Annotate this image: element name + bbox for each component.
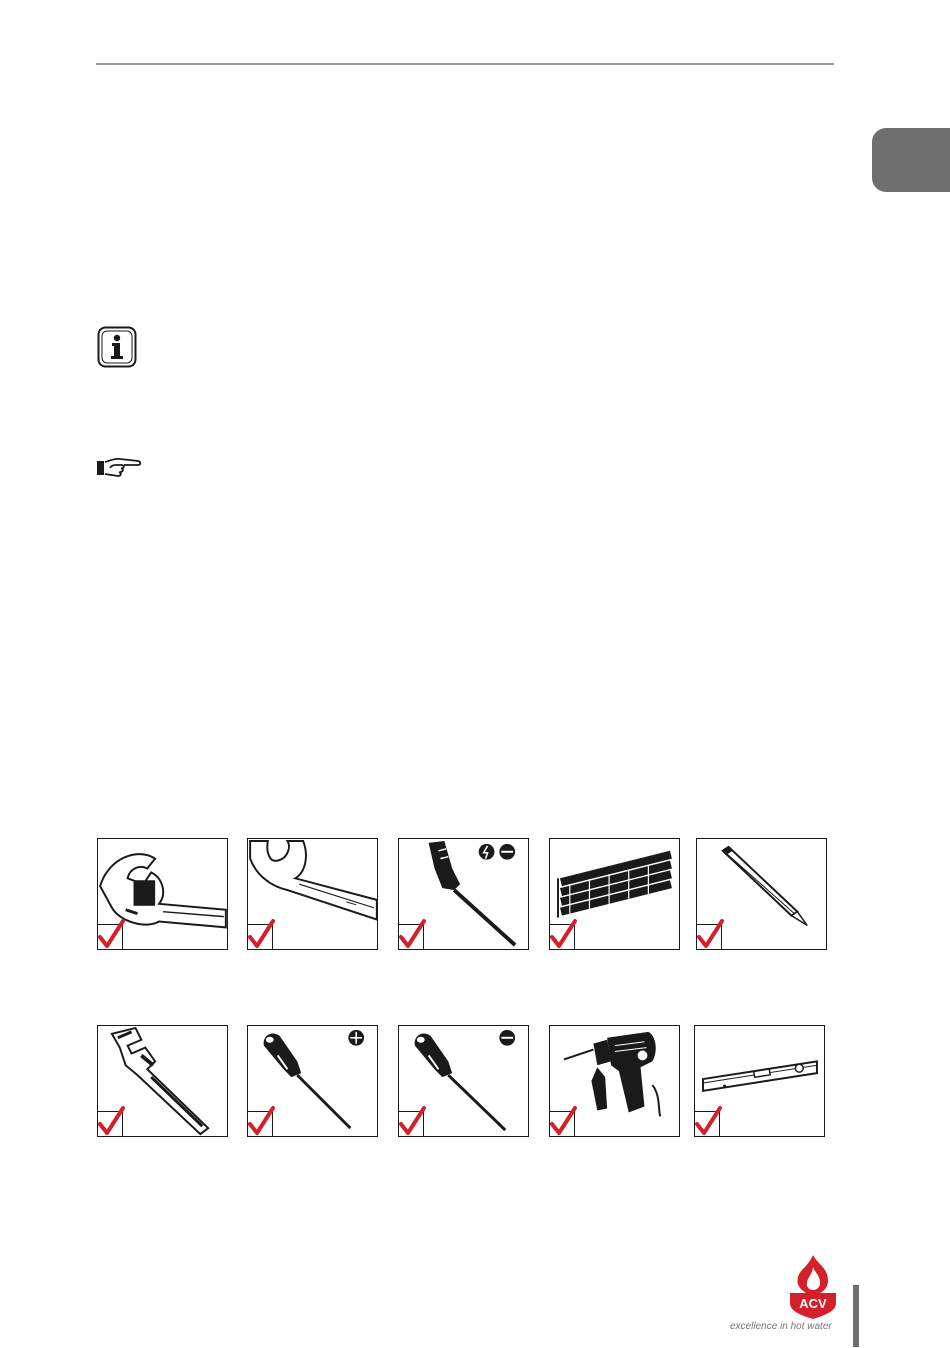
check-box — [549, 1111, 575, 1137]
info-icon — [97, 326, 137, 368]
check-box — [398, 924, 424, 950]
check-box — [696, 924, 722, 950]
check-box — [97, 924, 123, 950]
check-box — [97, 1111, 123, 1137]
acv-logo-icon — [786, 1255, 840, 1321]
tool-phillips-screwdriver — [247, 1025, 378, 1137]
language-tab[interactable] — [872, 128, 950, 192]
tool-open-end-wrench — [247, 838, 378, 950]
logo-text: ACV — [799, 1296, 827, 1311]
tool-folding-ruler — [549, 838, 680, 950]
logo-tagline: excellence in hot water — [730, 1321, 832, 1332]
check-box — [549, 924, 575, 950]
tool-power-drill — [549, 1025, 680, 1137]
tool-voltage-tester-screwdriver — [398, 838, 529, 950]
tool-pipe-wrench — [97, 1025, 228, 1137]
header-rule — [96, 63, 834, 65]
tool-spirit-level — [694, 1025, 825, 1137]
check-box — [694, 1111, 720, 1137]
tool-adjustable-wrench — [97, 838, 228, 950]
tool-pencil — [696, 838, 827, 950]
tool-flat-screwdriver — [398, 1025, 529, 1137]
check-box — [247, 1111, 273, 1137]
page-side-bar — [853, 1285, 859, 1347]
pointing-hand-icon — [96, 456, 142, 480]
check-box — [398, 1111, 424, 1137]
check-box — [247, 924, 273, 950]
